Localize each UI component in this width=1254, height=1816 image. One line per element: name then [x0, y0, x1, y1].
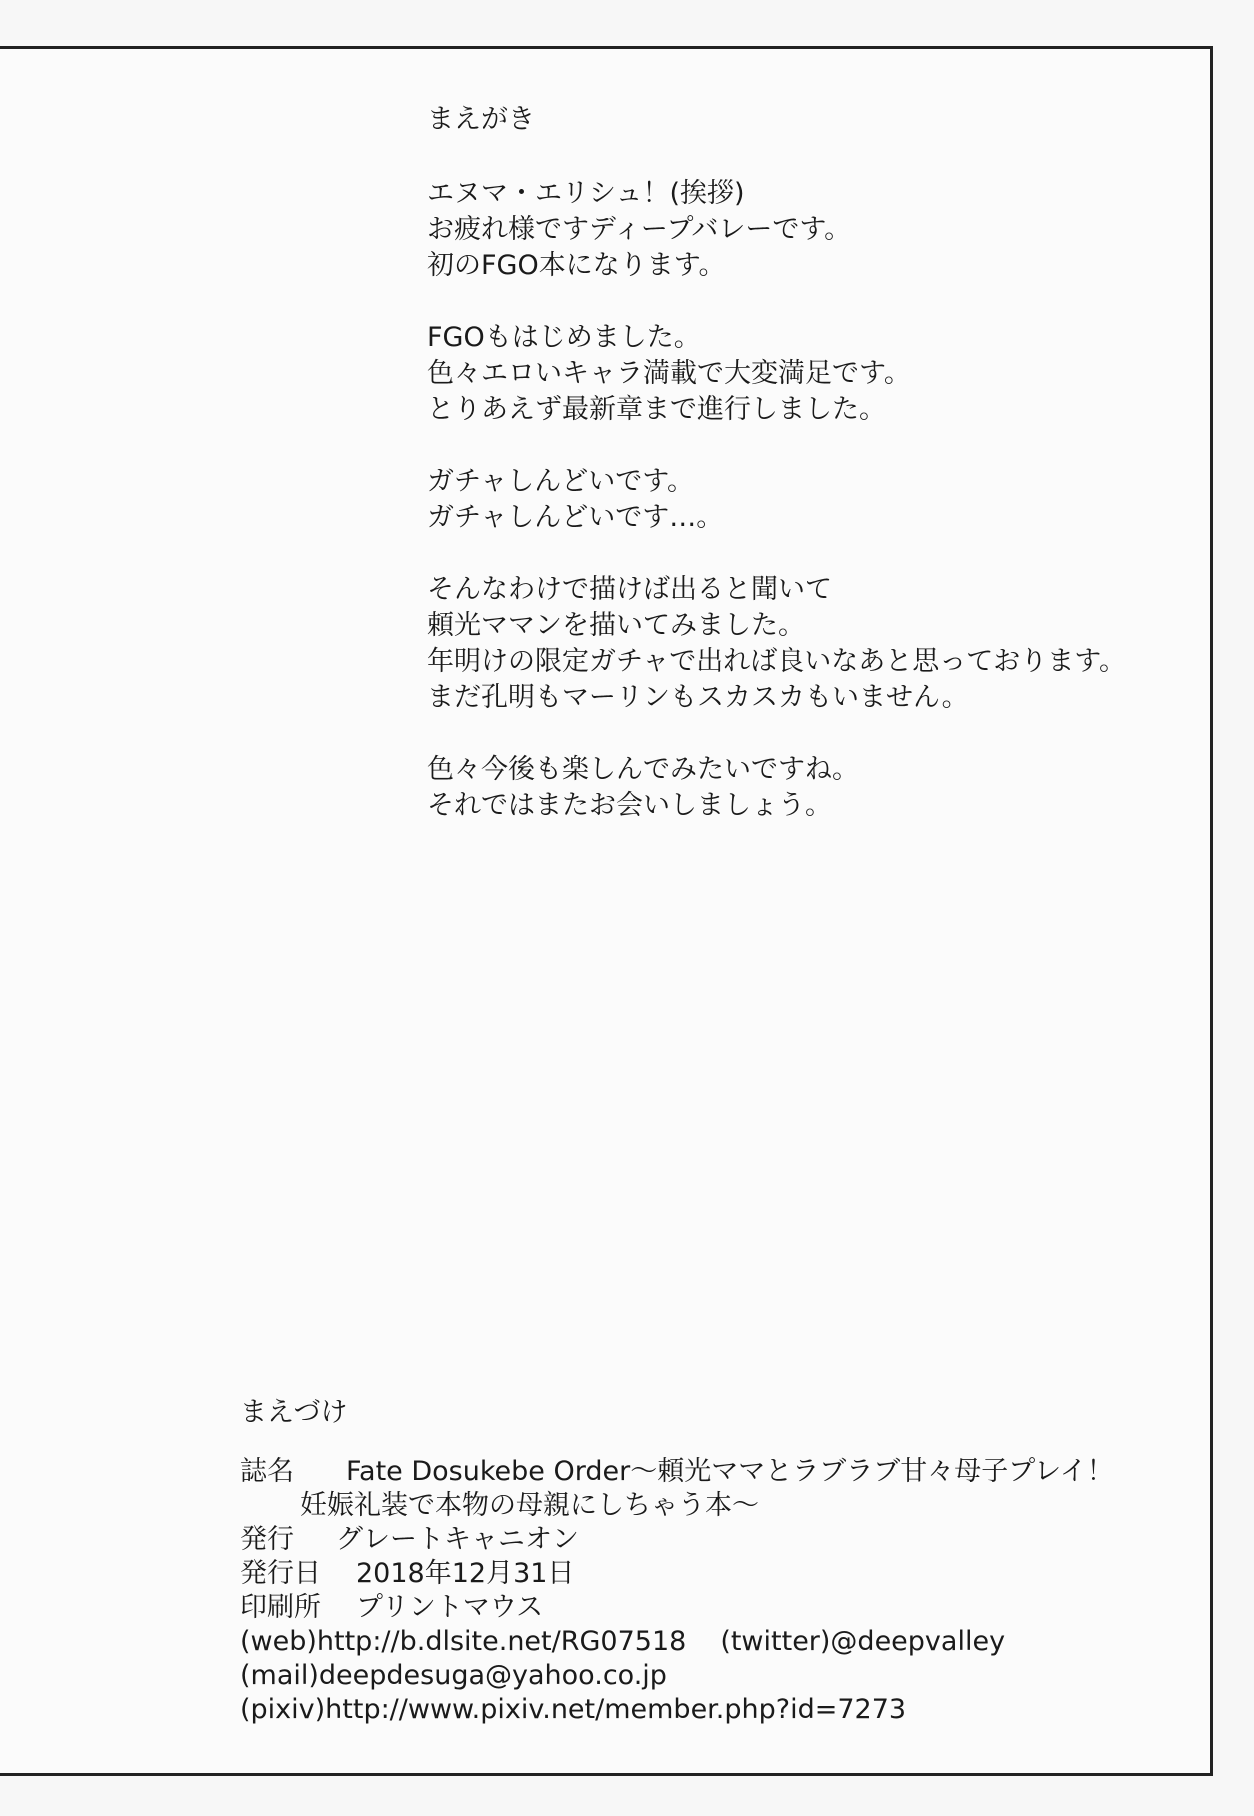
pixiv-link[interactable]: (pixiv)http://www.pixiv.net/member.php?id=7273 [240, 1694, 907, 1725]
foreword-paragraph [427, 752, 1227, 824]
foreword-line: FGOもはじめました。 [427, 322, 701, 353]
foreword-line: とりあえず最新章まで進行しました。 [427, 394, 886, 425]
web-link[interactable]: (web)http://b.dlsite.net/RG07518 [240, 1626, 687, 1657]
foreword-line: まだ孔明もマーリンもスカスカもいません。 [427, 682, 969, 713]
foreword-paragraph [427, 320, 1227, 428]
foreword-section [427, 102, 1227, 860]
colophon-row-date [240, 1557, 1200, 1591]
foreword-line: ガチャしんどいです。 [427, 466, 695, 497]
foreword-title: まえがき [427, 104, 535, 135]
foreword-line: それではまたお会いしましょう。 [427, 790, 832, 821]
foreword-line: お疲れ様ですディープバレーです。 [427, 214, 852, 245]
book-title-continued: 妊娠礼装で本物の母親にしちゃう本～ [300, 1490, 759, 1521]
contact-links [240, 1625, 1200, 1727]
colophon-label: 印刷所 [240, 1592, 321, 1623]
colophon-row-publisher [240, 1523, 1200, 1557]
publish-date: 2018年12月31日 [356, 1558, 575, 1589]
foreword-line: そんなわけで描けば出ると聞いて [427, 574, 832, 605]
foreword-paragraph [427, 176, 1227, 284]
foreword-line: ガチャしんどいです…。 [427, 502, 724, 533]
twitter-handle[interactable]: (twitter)@deepvalley [720, 1626, 1006, 1657]
mail-link[interactable]: (mail)deepdesuga@yahoo.co.jp [240, 1660, 667, 1691]
foreword-line: 頼光ママンを描いてみました。 [427, 610, 805, 641]
colophon-title: まえづけ [240, 1397, 348, 1428]
foreword-line: エヌマ・エリシュ！(挨拶) [427, 178, 745, 209]
foreword-paragraph [427, 464, 1227, 536]
colophon-row-title [240, 1455, 1200, 1489]
book-title: Fate Dosukebe Order～頼光ママとラブラブ甘々母子プレイ！ [346, 1456, 1114, 1487]
foreword-line: 初のFGO本になります。 [427, 250, 726, 281]
foreword-line: 色々エロいキャラ満載で大変満足です。 [427, 358, 911, 389]
foreword-paragraph [427, 572, 1227, 716]
contact-line [240, 1625, 1200, 1659]
colophon-label: 誌名 [240, 1456, 294, 1487]
publisher-name: グレートキャニオン [336, 1524, 579, 1555]
printer-name: プリントマウス [356, 1592, 544, 1623]
colophon-row-printer [240, 1591, 1200, 1625]
colophon-section [240, 1455, 1200, 1727]
foreword-line: 年明けの限定ガチャで出れば良いなあと思っております。 [427, 646, 1127, 677]
colophon-label: 発行日 [240, 1558, 321, 1589]
foreword-line: 色々今後も楽しんでみたいですね。 [427, 754, 859, 785]
colophon-label: 発行 [240, 1524, 294, 1555]
